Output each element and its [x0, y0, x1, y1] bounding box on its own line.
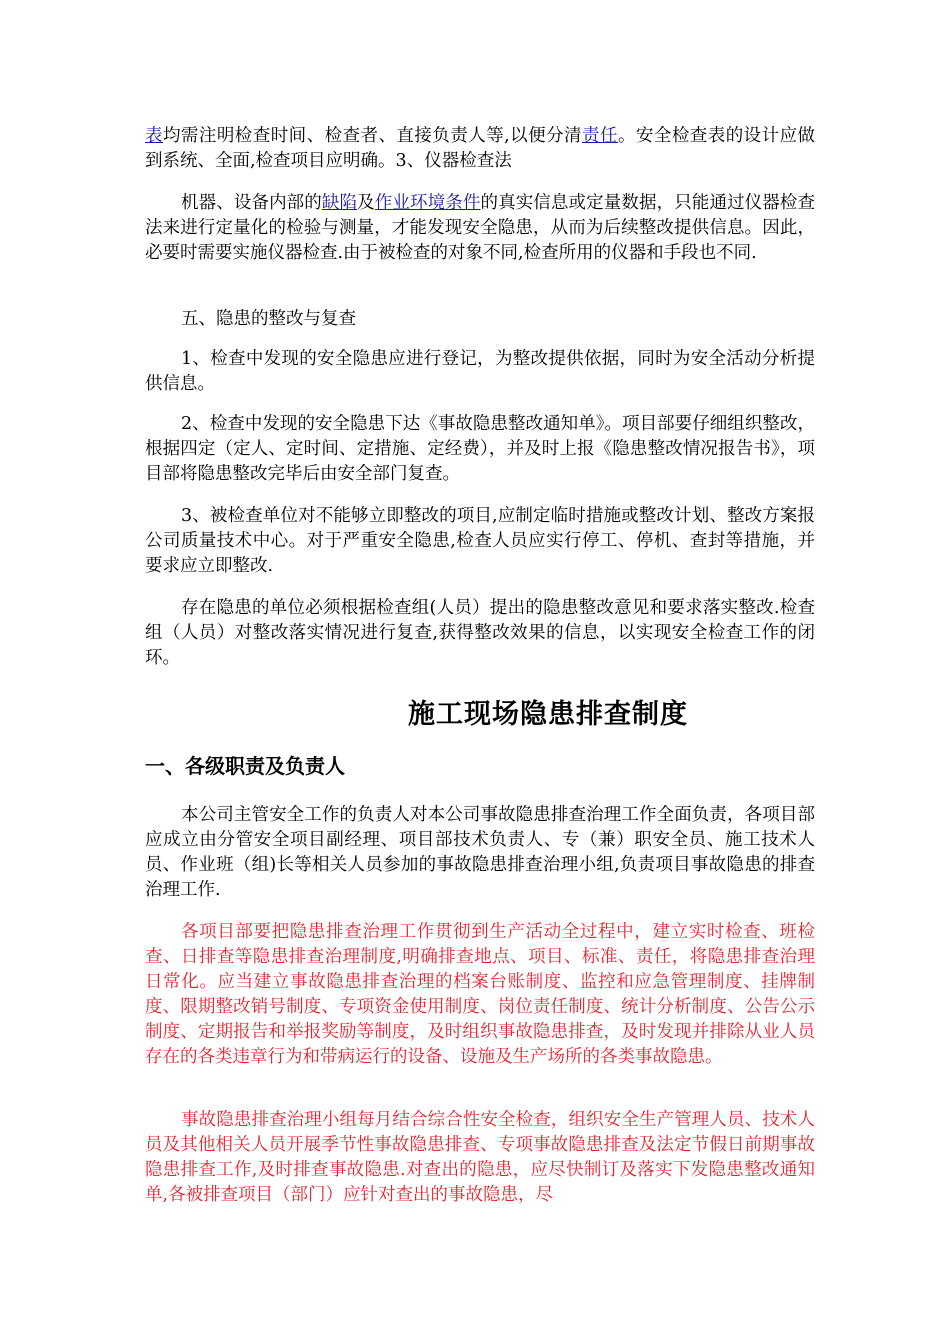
link-work-environment[interactable]: 作业环境条件 [374, 193, 481, 213]
section-heading-rectification: 五、隐患的整改与复查 [181, 309, 356, 329]
paragraph-text: 及 [357, 193, 375, 213]
document-title: 施工现场隐患排查制度 [408, 699, 688, 730]
link-responsibility[interactable]: 责任 [582, 126, 618, 146]
paragraph-project-obligations: 各项目部要把隐患排查治理工作贯彻到生产活动全过程中，建立实时检查、班检查、日排查等隐患排查治理制度,明确排查地点、项目、标准、责任，将隐患排查治理日常化。应当建立事故隐患排查治理的档案台账制度、监控和应急管理制度、挂牌制度、限期整改销号制度、专项资金使用制度、岗位责任制度、统计分析制度、公告公示制度、定期报告和举报奖励等制度，及时组织事故隐患排查，及时发现并排除从业人员存在的各类违章行为和带病运行的设备、设施及生产场所的各类事故隐患。 [145, 922, 815, 1067]
paragraph-item-3: 3、被检查单位对不能够立即整改的项目,应制定临时措施或整改计划、整改方案报公司质量技术中心。对于严重安全隐患,检查人员应实行停工、停机、查封等措施，并要求应立即整改. [145, 506, 815, 576]
paragraph-item-1: 1、检查中发现的安全隐患应进行登记，为整改提供依据，同时为安全活动分析提供信息。 [145, 349, 815, 394]
paragraph-text: 均需注明检查时间、检查者、直接负责人等,以便分清 [162, 126, 583, 146]
paragraph-company-responsibility: 本公司主管安全工作的负责人对本公司事故隐患排查治理工作全面负责，各项目部应成立由分管安全项目副经理、项目部技术负责人、专（兼）职安全员、施工技术人员、作业班（组)长等相关人员参加的事故隐患排查治理小组,负责项目事故隐患的排查治理工作. [145, 805, 815, 900]
paragraph-closed-loop: 存在隐患的单位必须根据检查组(人员）提出的隐患整改意见和要求落实整改.检查组（人员）对整改落实情况进行复查,获得整改效果的信息，以实现安全检查工作的闭环。 [145, 598, 815, 668]
paragraph-text: 机器、设备内部的 [181, 193, 322, 213]
section-heading-responsibilities: 一、各级职责及负责人 [145, 754, 345, 778]
paragraph-monthly-inspection: 事故隐患排查治理小组每月结合综合性安全检查，组织安全生产管理人员、技术人员及其他相关人员开展季节性事故隐患排查、专项事故隐患排查及法定节假日前期事故隐患排查工作,及时排查事故隐患.对查出的隐患，应尽快制订及落实下发隐患整改通知单,各被排查项目（部门）应针对查出的事故隐患，尽 [145, 1110, 815, 1205]
paragraph-text: 。安全检查表的设计应做到系统、全面,检查项目应明确。3、仪器检查法 [145, 126, 816, 171]
link-table[interactable]: 表 [145, 126, 163, 146]
paragraph-instrument-check [145, 191, 815, 266]
paragraph-checklist-continued [145, 124, 815, 174]
link-defect[interactable]: 缺陷 [321, 193, 358, 213]
paragraph-text: 的真实信息或定量数据，只能通过仪器检查法来进行定量化的检验与测量，才能发现安全隐患，从而为后续整改提供信息。因此，必要时需要实施仪器检查.由于被检查的对象不同,检查所用的仪器和手段也不同. [145, 193, 816, 263]
paragraph-item-2: 2、检查中发现的安全隐患下达《事故隐患整改通知单》。项目部要仔细组织整改，根据四定（定人、定时间、定措施、定经费），并及时上报《隐患整改情况报告书》，项目部将隐患整改完毕后由安全部门复查。 [145, 414, 815, 484]
